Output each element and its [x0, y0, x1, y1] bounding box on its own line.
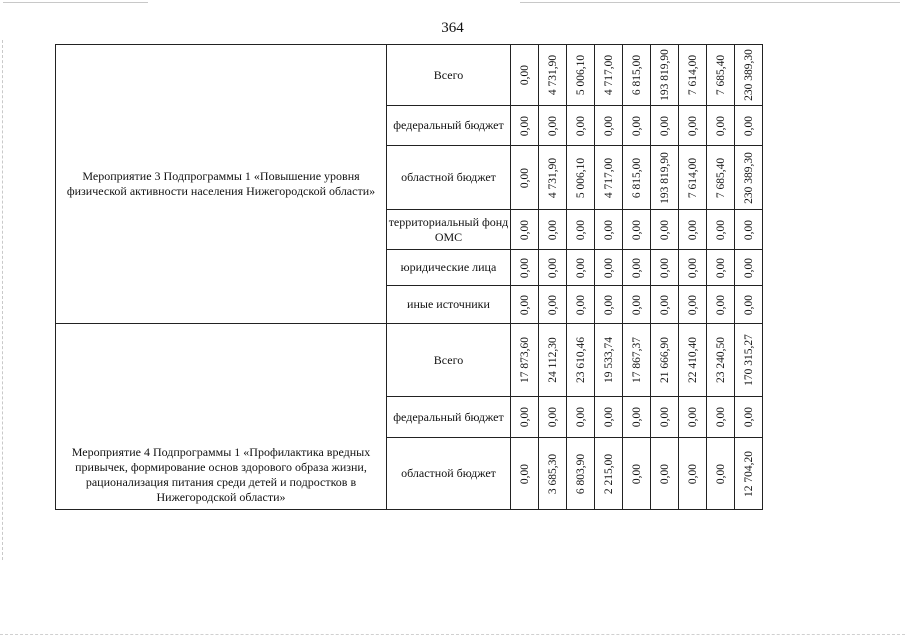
value-text: 0,00 — [686, 219, 699, 240]
value-cell — [567, 106, 595, 146]
value-text: 0,00 — [518, 115, 531, 136]
value-cell — [735, 286, 763, 324]
value-text: 0,00 — [546, 257, 559, 278]
value-text: 6 815,00 — [630, 54, 643, 96]
value-cell — [511, 438, 539, 510]
value-text: 0,00 — [630, 406, 643, 428]
value-text: 0,00 — [714, 294, 727, 315]
value-cell — [679, 438, 707, 510]
value-cell — [595, 106, 623, 146]
value-text: 0,00 — [574, 115, 587, 136]
value-cell — [707, 286, 735, 324]
value-cell — [623, 438, 651, 510]
value-cell — [679, 324, 707, 397]
top-rule-right — [520, 2, 900, 3]
funding-source-label: иные источники — [387, 286, 511, 324]
scan-edge — [2, 40, 4, 560]
value-text: 21 666,90 — [658, 337, 671, 383]
value-cell — [567, 286, 595, 324]
value-cell — [567, 324, 595, 397]
value-text: 0,00 — [574, 219, 587, 240]
value-text: 0,00 — [630, 115, 643, 136]
value-text: 6 815,00 — [630, 157, 643, 198]
value-cell — [595, 210, 623, 250]
value-cell — [623, 106, 651, 146]
value-cell — [567, 210, 595, 250]
value-text: 5 006,10 — [574, 157, 587, 198]
value-cell — [735, 45, 763, 106]
value-cell — [595, 324, 623, 397]
value-cell — [623, 397, 651, 438]
value-text: 193 819,90 — [658, 49, 671, 101]
value-text: 0,00 — [658, 294, 671, 315]
funding-source-label: федеральный бюджет — [387, 397, 511, 438]
value-text: 19 533,74 — [602, 337, 615, 383]
value-cell — [511, 250, 539, 286]
value-text: 0,00 — [686, 406, 699, 428]
value-text: 17 867,37 — [630, 337, 643, 383]
value-cell — [679, 45, 707, 106]
value-text: 0,00 — [602, 406, 615, 428]
value-text: 6 803,90 — [574, 453, 587, 494]
value-cell — [595, 146, 623, 210]
value-cell — [651, 146, 679, 210]
value-cell — [651, 324, 679, 397]
top-rule-left — [3, 2, 148, 3]
value-text: 0,00 — [658, 406, 671, 428]
value-text: 0,00 — [658, 219, 671, 240]
value-cell — [651, 250, 679, 286]
value-text: 4 731,90 — [546, 54, 559, 96]
value-cell — [679, 286, 707, 324]
value-text: 23 610,46 — [574, 337, 587, 383]
value-text: 0,00 — [518, 257, 531, 278]
value-text: 0,00 — [546, 219, 559, 240]
value-cell — [707, 146, 735, 210]
value-cell — [651, 45, 679, 106]
value-cell — [539, 438, 567, 510]
value-text: 0,00 — [714, 257, 727, 278]
value-cell — [623, 45, 651, 106]
value-text: 0,00 — [518, 406, 531, 428]
value-cell — [595, 250, 623, 286]
value-text: 193 819,90 — [658, 151, 671, 204]
budget-table — [55, 44, 763, 510]
value-cell — [539, 250, 567, 286]
value-cell — [707, 210, 735, 250]
value-text: 4 717,00 — [602, 54, 615, 96]
value-cell — [735, 397, 763, 438]
value-cell — [511, 397, 539, 438]
value-text: 0,00 — [602, 294, 615, 315]
value-cell — [595, 397, 623, 438]
value-cell — [679, 210, 707, 250]
funding-source-label: территориальный фонд ОМС — [387, 210, 511, 250]
value-text: 0,00 — [714, 406, 727, 428]
value-text: 0,00 — [630, 294, 643, 315]
value-text: 7 685,40 — [714, 54, 727, 96]
value-cell — [707, 45, 735, 106]
value-text: 22 410,40 — [686, 337, 699, 383]
value-cell — [735, 210, 763, 250]
value-text: 12 704,20 — [742, 450, 755, 497]
value-cell — [511, 210, 539, 250]
value-text: 0,00 — [518, 167, 531, 188]
funding-source-label: федеральный бюджет — [387, 106, 511, 146]
funding-source-label: Всего — [387, 45, 511, 106]
value-cell — [567, 45, 595, 106]
value-cell — [679, 397, 707, 438]
value-text: 230 389,30 — [742, 49, 755, 101]
value-cell — [651, 438, 679, 510]
value-cell — [679, 250, 707, 286]
value-text: 0,00 — [546, 406, 559, 428]
value-text: 0,00 — [546, 115, 559, 136]
value-text: 0,00 — [630, 463, 643, 484]
value-cell — [623, 250, 651, 286]
funding-source-label: областной бюджет — [387, 438, 511, 510]
value-cell — [595, 286, 623, 324]
value-text: 0,00 — [602, 115, 615, 136]
value-cell — [595, 45, 623, 106]
value-text: 0,00 — [574, 406, 587, 428]
value-text: 0,00 — [742, 115, 755, 136]
value-cell — [707, 397, 735, 438]
value-text: 170 315,27 — [742, 334, 755, 386]
value-cell — [679, 146, 707, 210]
value-text: 4 731,90 — [546, 157, 559, 198]
value-text: 0,00 — [658, 257, 671, 278]
value-text: 0,00 — [714, 463, 727, 484]
value-text: 0,00 — [714, 115, 727, 136]
value-text: 0,00 — [714, 219, 727, 240]
value-text: 0,00 — [686, 115, 699, 136]
value-text: 0,00 — [630, 257, 643, 278]
activity-description: Мероприятие 3 Подпрограммы 1 «Повышение уровня физической активности населения Нижегородской области» — [56, 45, 387, 324]
table-row — [56, 324, 763, 397]
value-text: 0,00 — [546, 294, 559, 315]
value-cell — [539, 146, 567, 210]
value-text: 0,00 — [518, 64, 531, 86]
value-text: 2 215,00 — [602, 453, 615, 494]
value-cell — [623, 324, 651, 397]
value-cell — [623, 146, 651, 210]
value-cell — [539, 286, 567, 324]
value-text: 0,00 — [518, 294, 531, 315]
value-cell — [539, 106, 567, 146]
value-text: 0,00 — [686, 463, 699, 484]
value-cell — [735, 146, 763, 210]
value-text: 0,00 — [630, 219, 643, 240]
value-cell — [735, 324, 763, 397]
table-row — [56, 45, 763, 106]
value-cell — [511, 324, 539, 397]
value-text: 0,00 — [658, 463, 671, 484]
value-text: 7 614,00 — [686, 54, 699, 96]
value-text: 0,00 — [602, 257, 615, 278]
value-text: 7 614,00 — [686, 157, 699, 198]
value-cell — [707, 324, 735, 397]
value-cell — [623, 210, 651, 250]
funding-source-label: Всего — [387, 324, 511, 397]
value-text: 0,00 — [658, 115, 671, 136]
value-cell — [707, 106, 735, 146]
value-cell — [707, 250, 735, 286]
value-cell — [511, 146, 539, 210]
value-text: 4 717,00 — [602, 157, 615, 198]
value-cell — [511, 286, 539, 324]
value-cell — [539, 45, 567, 106]
value-text: 24 112,30 — [546, 337, 559, 383]
value-cell — [567, 250, 595, 286]
funding-source-label: областной бюджет — [387, 146, 511, 210]
value-text: 3 685,30 — [546, 453, 559, 494]
value-text: 0,00 — [602, 219, 615, 240]
value-text: 0,00 — [742, 406, 755, 428]
value-text: 7 685,40 — [714, 157, 727, 198]
value-text: 17 873,60 — [518, 337, 531, 383]
value-cell — [735, 106, 763, 146]
value-cell — [567, 397, 595, 438]
value-cell — [651, 397, 679, 438]
value-cell — [651, 286, 679, 324]
value-cell — [679, 106, 707, 146]
value-text: 230 389,30 — [742, 151, 755, 204]
value-text: 0,00 — [686, 257, 699, 278]
value-text: 0,00 — [686, 294, 699, 315]
value-text: 0,00 — [574, 294, 587, 315]
value-cell — [539, 397, 567, 438]
value-cell — [511, 106, 539, 146]
value-cell — [735, 438, 763, 510]
value-text: 0,00 — [518, 219, 531, 240]
value-cell — [567, 438, 595, 510]
value-text: 0,00 — [518, 463, 531, 484]
scan-bottom-edge — [0, 634, 905, 636]
value-cell — [623, 286, 651, 324]
value-cell — [511, 45, 539, 106]
value-cell — [539, 324, 567, 397]
value-cell — [651, 210, 679, 250]
value-cell — [595, 438, 623, 510]
value-text: 23 240,50 — [714, 337, 727, 383]
page-number: 364 — [441, 20, 464, 36]
value-text: 0,00 — [574, 257, 587, 278]
value-cell — [735, 250, 763, 286]
funding-source-label: юридические лица — [387, 250, 511, 286]
value-text: 0,00 — [742, 257, 755, 278]
value-cell — [539, 210, 567, 250]
value-cell — [707, 438, 735, 510]
value-cell — [651, 106, 679, 146]
value-text: 0,00 — [742, 294, 755, 315]
value-text: 0,00 — [742, 219, 755, 240]
value-cell — [567, 146, 595, 210]
value-text: 5 006,10 — [574, 54, 587, 96]
activity-description: Мероприятие 4 Подпрограммы 1 «Профилактика вредных привычек, формирование основ здорового образа жизни, рационализация питания среди детей и подростков в Нижегородской области» — [56, 324, 387, 510]
